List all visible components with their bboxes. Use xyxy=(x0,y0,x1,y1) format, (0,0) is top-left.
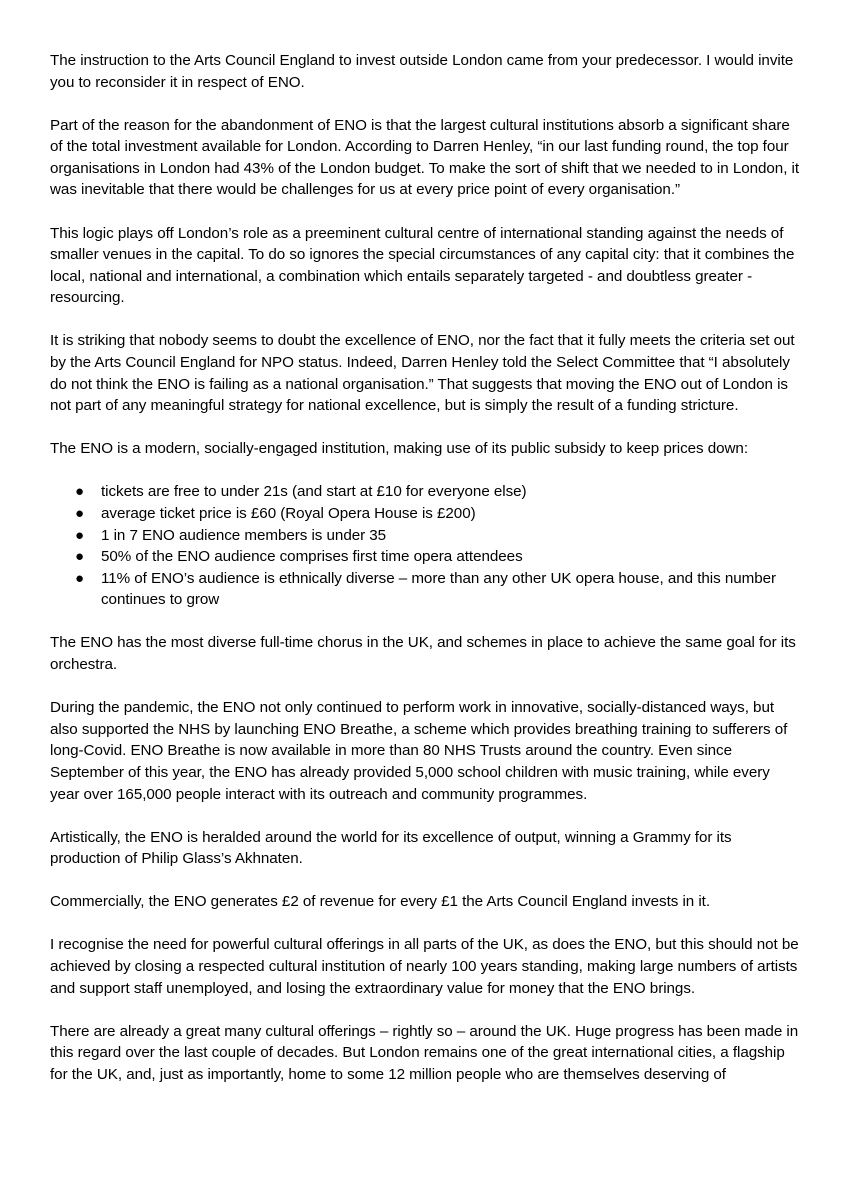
paragraph-eno-modern-institution: The ENO is a modern, socially-engaged institution, making use of its public subsidy to keep prices down: xyxy=(50,440,749,458)
eno-facts-list xyxy=(50,481,802,611)
paragraph-arts-council-instruction: The instruction to the Arts Council England to invest outside London came from your predecessor. I would invite you to reconsider it in respect of ENO. xyxy=(50,52,794,91)
list-item xyxy=(50,568,802,611)
list-item xyxy=(50,546,802,568)
paragraph-london-international-city: There are already a great many cultural offerings – rightly so – around the UK. Huge progress has been made in this regard over the last couple of decades. But London remains one of the great international cities, a flagship for the UK, and, just as importantly, home to some 12 million people who are themselves deserving of xyxy=(50,1022,799,1083)
bullet-icon: ● xyxy=(75,483,85,501)
list-item xyxy=(50,525,802,547)
bullet-icon: ● xyxy=(75,548,85,566)
document-page xyxy=(50,50,802,1107)
list-item-text: 50% of the ENO audience comprises first time opera attendees xyxy=(101,548,523,566)
list-item-text: average ticket price is £60 (Royal Opera House is £200) xyxy=(101,505,476,522)
paragraph-diverse-chorus: The ENO has the most diverse full-time chorus in the UK, and schemes in place to achieve the same goal for its orchestra. xyxy=(50,634,796,674)
bullet-icon: ● xyxy=(75,569,85,587)
paragraph-abandonment-reason: Part of the reason for the abandonment of ENO is that the largest cultural institutions absorb a significant share of the total investment available for London. According to Darren Henley, “in our last funding round, the top four organisations in London had 43% of the London budget. To make the sort of shift that we needed to in London, it was inevitable that there would be challenges for us at every price point of every organisation.” xyxy=(50,116,800,199)
bullet-icon: ● xyxy=(75,526,85,544)
paragraph-eno-excellence: It is striking that nobody seems to doubt the excellence of ENO, nor the fact that it fully meets the criteria set out by the Arts Council England for NPO status. Indeed, Darren Henley told the Select Committee that “I absolutely do not think the ENO is failing as a national organisation.” That suggests that moving the ENO out of London is not part of any meaningful strategy for national excellence, but is simply the result of a funding stricture. xyxy=(50,332,795,415)
list-item xyxy=(50,503,802,525)
list-item-text: 11% of ENO’s audience is ethnically diverse – more than any other UK opera house, and this number continues to grow xyxy=(101,569,777,609)
paragraph-commercial-revenue: Commercially, the ENO generates £2 of revenue for every £1 the Arts Council England invests in it. xyxy=(50,893,711,911)
paragraph-cultural-offerings-uk: I recognise the need for powerful cultural offerings in all parts of the UK, as does the ENO, but this should not be achieved by closing a respected cultural institution of nearly 100 years standing, making large numbers of artists and support staff unemployed, and losing the extraordinary value for money that the ENO brings. xyxy=(50,936,799,997)
bullet-icon: ● xyxy=(75,505,85,522)
paragraph-london-logic: This logic plays off London’s role as a preeminent cultural centre of international standing against the needs of smaller venues in the capital. To do so ignores the special circumstances of any capital city: that it combines the local, national and international, a combination which entails separately targeted - and doubtless greater - resourcing. xyxy=(50,224,795,307)
list-item-text: tickets are free to under 21s (and start at £10 for everyone else) xyxy=(101,483,527,501)
paragraph-artistic-grammy: Artistically, the ENO is heralded around the world for its excellence of output, winning a Grammy for its production of Philip Glass’s Akhnaten. xyxy=(50,828,732,868)
list-item xyxy=(50,481,802,503)
list-item-text: 1 in 7 ENO audience members is under 35 xyxy=(101,526,387,544)
paragraph-pandemic-eno-breathe: During the pandemic, the ENO not only continued to perform work in innovative, socially-distanced ways, but also supported the NHS by launching ENO Breathe, a scheme which provides breathing training to sufferers of long-Covid. ENO Breathe is now available in more than 80 NHS Trusts around the country. Even since September of this year, the ENO has already provided 5,000 school children with music training, while every year over 165,000 people interact with its outreach and community programmes. xyxy=(50,699,788,803)
